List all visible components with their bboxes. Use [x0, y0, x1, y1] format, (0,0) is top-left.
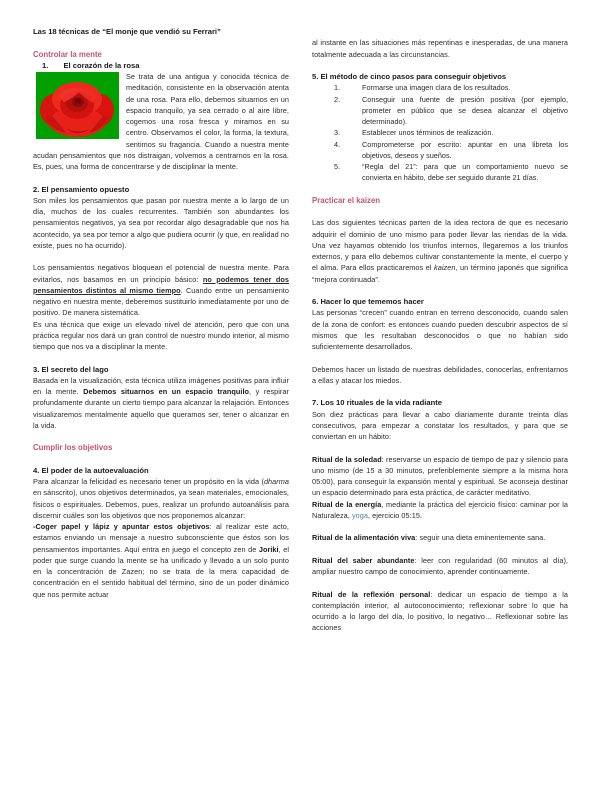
spacer [312, 206, 568, 217]
technique-6-heading: 6. Hacer lo que tememos hacer [312, 297, 424, 306]
spacer [312, 184, 568, 195]
ritual-alimentacion [312, 532, 568, 543]
ritual-energia-text-post: , ejercicio 05:15. [367, 510, 423, 520]
tech4-bullet-bold: -Coger papel y lápiz y apuntar estos objetivos [33, 522, 210, 531]
spacer [312, 521, 568, 532]
right-column [312, 26, 568, 792]
tech4-bold-joriki: Joriki [258, 544, 279, 554]
technique-1-body: Se trata de una antigua y conocida técnica de meditación, consistente en la observación atenta de una rosa. Para ello, debemos situarnos en un espacio tranquilo, ya sea cerrado o al aire libre, cogemos una rosa fresca y miramos en su centro. Observamos el color, la forma, la textura, sentimos su fragancia. Cuando a nuestra mente acudan pensamientos que nos distraigan, volvemos a centrarnos en la rosa. Es, pues, una forma de concentrarse y de disciplinar la mente. [33, 72, 289, 171]
technique-4-body [33, 476, 289, 521]
ritual-alimentacion-text: : seguir una dieta eminentemente sana. [415, 533, 546, 543]
spacer [312, 285, 568, 296]
tech2-b-underlined: no podemos tener dos pensamientos distintos al mismo tiempo [33, 274, 289, 295]
tech4-italic-dharma: dharma [263, 477, 289, 486]
ritual-saber-label: Ritual del saber abundante [312, 555, 415, 565]
ritual-energia-text-pre: , mediante la práctica del ejercicio físico: caminar por la Naturaleza, [312, 499, 568, 520]
ritual-soledad-label: Ritual de la soledad [312, 454, 382, 464]
technique-5-heading: 5. El método de cinco pasos para conseguir objetivos [312, 72, 507, 81]
section-heading-cumplir-los-objetivos: Cumplir los objetivos [33, 443, 113, 453]
rose-photo-svg [36, 72, 119, 139]
kaizen-italic: kaizen [434, 263, 456, 273]
technique-3-body [33, 375, 289, 431]
spacer [33, 251, 289, 262]
tech3-post: , y respirar profundamente durante un cierto tiempo para alcanzar la relajación. Entonces visualizaremos mentalmente aquello que queramos ser, tener o alcanzar en la vida. [33, 387, 289, 430]
ritual-energia-label: Ritual de la energía [312, 499, 382, 509]
spacer [312, 386, 568, 397]
technique-2-body-a: Son miles los pensamientos que pasan por nuestra mente a lo largo de un día, muchos de los cuales recurrentes. También son abundantes los pensamientos negativos, ya sea por recordar algo desagradable que nos ha acontecido, ya sea por temor a algo que pudiera ocurrir (y que, en realidad no existe, pues no ha ocurrido). [33, 195, 289, 250]
technique-7-body: Son diez prácticas para llevar a cabo diariamente durante treinta días consecutivos, para empezar a constatar los resultados, y para que se conviertan en un hábito: [312, 409, 568, 441]
spacer [312, 60, 568, 71]
technique-6-body-b: Debemos hacer un listado de nuestras debilidades, conocerlas, enfrentarnos a ellas y atacar los miedos. [312, 364, 568, 385]
spacer [312, 26, 568, 37]
ritual-reflexion [312, 589, 568, 634]
technique-4-bullet [33, 521, 289, 600]
technique-2-body-b [33, 262, 289, 318]
spacer [312, 544, 568, 555]
technique-5-step-list [312, 82, 568, 183]
left-column [33, 26, 289, 792]
tech2-b-pre: Los pensamientos negativos bloquean el potencial de nuestra mente. Para evitarlos, nos basamos en un principio básico: [33, 263, 289, 284]
two-column-layout [33, 26, 570, 792]
ritual-saber [312, 555, 568, 578]
ritual-alimentacion-label: Ritual de la alimentación viva [312, 533, 416, 543]
technique-1-number: 1. [42, 60, 49, 70]
yoga-link[interactable]: yoga [351, 510, 368, 520]
spacer [33, 431, 289, 442]
section-heading-controlar-la-mente: Controlar la mente [33, 49, 102, 59]
technique-1-title: El corazón de la rosa [63, 60, 140, 70]
tech2-b-post: . Cuando entre un pensamiento negativo en nuestra mente, deberemos sustituirlo inmediatamente por uno de positivo. De manera sistemática. [33, 285, 289, 318]
list-item: Establecer unos términos de realización. [362, 128, 494, 138]
spacer [312, 352, 568, 363]
spacer [33, 352, 289, 363]
rose-image [36, 72, 119, 139]
ritual-saber-text: : leer con regularidad (60 minutos al día), ampliar nuestro campo de conocimiento, aprender continuamente. [312, 555, 568, 576]
ritual-energia [312, 499, 568, 522]
list-item: Formarse una imagen clara de los resultados. [362, 83, 511, 93]
ritual-soledad [312, 454, 568, 499]
continuation-paragraph: al instante en las situaciones más repentinas e inesperadas, de una manera totalmente adecuada a las circunstancias. [312, 38, 568, 59]
ritual-reflexion-text: : dedicar un espacio de tiempo a la contemplación interior, al autoconocimiento; reflexionar sobre lo que ha ocurrido a lo largo del día, lo positivo, lo negativo… Reflexionar sobre las acciones [312, 589, 568, 633]
ritual-reflexion-label: Ritual de la reflexión personal [312, 589, 431, 599]
spacer [312, 577, 568, 588]
tech3-pre: Basada en la visualización, esta técnica utiliza imágenes positivas para influir en la mente. [33, 375, 289, 396]
list-item: Comprometerse por escrito: apuntar en una libreta los objetivos, deseos y sueños. [362, 139, 568, 160]
kaizen-pre: Las dos siguientes técnicas parten de la idea rectora de que es necesario adquirir el dominio de uno mismo para poder llevar las riendas de la vida. Una vez hayamos obtenido los triunfos internos, llegaremos a los triunfos externos, y para ello debemos cultivar constantemente la mente, el cuerpo y el alma. Para ellos practicaremos el [312, 218, 568, 273]
list-item: “Regla del 21”: para que un comportamiento nuevo se convierta en hábito, debe ser seguido durante 21 días. [362, 162, 568, 183]
technique-2-body-c: Es una técnica que exige un elevado nivel de atención, pero que con una práctica regular nos dará un gran control de nuestro mundo interior, al mismo tiempo que nos va a disciplinar la mente. [33, 319, 289, 351]
document-title: Las 18 técnicas de “El monje que vendió su Ferrari” [33, 27, 221, 36]
section-heading-practicar-el-kaizen: Practicar el kaizen [312, 195, 381, 205]
spacer [33, 37, 289, 48]
spacer [33, 172, 289, 183]
technique-6-body-a: Las personas “crecen” cuando entran en terreno desconocido, cuando salen de la zona de confort: es entonces cuando pueden descubrir aspectos de sí mismos que les resultaban desconocidos o que no habían sido suficientemente desarrollados. [312, 308, 568, 351]
tech4-bullet-post: : al realizar este acto, estamos enviando un mensaje a nuestro subconsciente que éstos son los pensamientos importantes. Aquí entra en juego el concepto zen de [33, 522, 289, 554]
list-item: Conseguir una fuente de presión positiva (por ejemplo, prometer en público que se desea alcanzar el objetivo determinado). [362, 94, 568, 126]
spacer [33, 454, 289, 465]
tech4-mid: en sánscrito), unos objetivos determinados, ya sean materiales, emocionales, físicos o espirituales. Debemos, pues, realizar un profundo autoanálisis para discernir cuáles son los objetivos que nos proponemos alcanzar: [33, 488, 289, 520]
technique-4-heading: 4. El poder de la autoevaluación [33, 465, 149, 475]
kaizen-body [312, 217, 568, 285]
technique-3-heading: 3. El secreto del lago [33, 364, 109, 374]
kaizen-post: , un término japonés que significa “mejora continuada”. [312, 263, 568, 284]
technique-2-heading: 2. El pensamiento opuesto [33, 184, 130, 194]
technique-1-heading [33, 60, 289, 71]
tech4-pre: Para alcanzar la felicidad es necesario tener un propósito en la vida ( [33, 477, 264, 486]
technique-7-heading: 7. Los 10 rituales de la vida radiante [312, 398, 442, 408]
tech3-bold: Debemos situarnos en un espacio tranquilo [83, 387, 250, 396]
ritual-soledad-text: : reservarse un espacio de tiempo de paz y silencio para uno mismo (de 15 a 30 minutos, preferiblemente siempre a la misma hora 05:00), para conseguir la expansión mental y espiritual. Se aconseja destinar un espacio determinado para esta práctica, de carácter meditativo. [312, 454, 568, 498]
spacer [312, 442, 568, 453]
tech4-bullet-post2: , el poder que surge cuando la mente se ha unificado y llevado a un solo punto en la concentración de Zazen; no se trata de la mera capacidad de concentración en el sentido habitual del término, sino de un poder dinámico que nos permite actuar [33, 544, 289, 599]
